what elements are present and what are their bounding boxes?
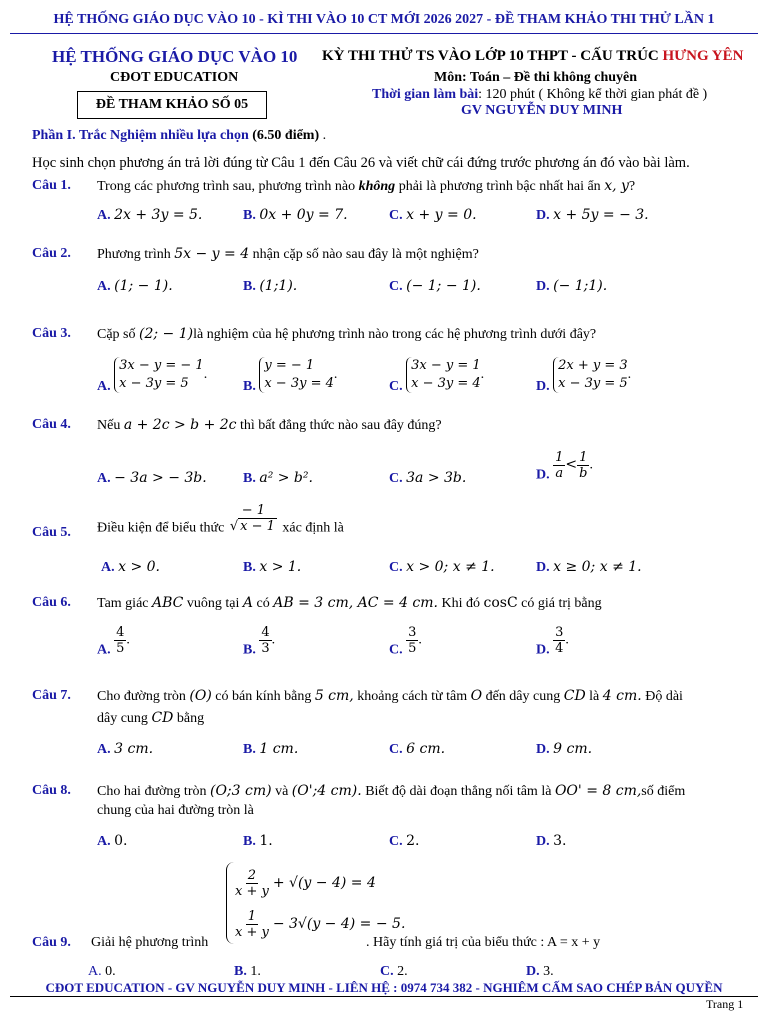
q9-option-c[interactable]: C. 2. xyxy=(380,964,408,979)
question-9-tail: . Hãy tính giá trị của biểu thức : A = x + y xyxy=(366,935,601,950)
q7-option-d[interactable]: D. 9 cm. xyxy=(536,741,593,757)
q6-option-b[interactable]: B. $\frac{4}{3}$ . xyxy=(243,625,276,658)
question-3: Câu 3. Cặp số (2; − 1)là nghiệm của hệ phương trình nào trong các hệ phương trình dưới đây? xyxy=(32,326,597,342)
q8-option-a[interactable]: A. 0. xyxy=(97,833,128,849)
q3-option-d[interactable]: D. 2x + y = 3 x − 3y = 5. xyxy=(536,358,632,395)
q7-option-b[interactable]: B. 1 cm. xyxy=(243,741,299,757)
question-2: Câu 2. Phương trình 5x − y = 4 nhận cặp số nào sau đây là một nghiệm? xyxy=(32,246,479,262)
q7-option-c[interactable]: C. 6 cm. xyxy=(389,741,446,757)
question-6: Câu 6. Tam giác ABC vuông tại A có AB = 3 cm, AC = 4 cm. Khi đó cosC có giá trị bằng xyxy=(32,595,602,611)
q5-option-a[interactable]: A. x > 0. xyxy=(101,559,161,575)
question-8-line2: chung của hai đường tròn là xyxy=(97,803,254,818)
q8-option-d[interactable]: D. 3. xyxy=(536,833,567,849)
q4-option-a[interactable]: A. − 3a > − 3b. xyxy=(97,470,207,486)
q4-option-c[interactable]: C. 3a > 3b. xyxy=(389,470,467,486)
q6-option-d[interactable]: D. $\frac{3}{4}$ . xyxy=(536,625,569,658)
time-info: Thời gian làm bài: 120 phút ( Không kể thời gian phát đề ) xyxy=(372,87,708,102)
q1-option-c[interactable]: C. x + y = 0. xyxy=(389,207,477,223)
q9-system: $\frac{2}{x + y}$ + √(y − 4) = 4 $\frac{1}{x + y}$ − 3√(y − 4) = − 5. xyxy=(226,862,405,944)
q3-option-b[interactable]: B. y = − 1 x − 3y = 4. xyxy=(243,358,338,395)
question-5: Câu 5. xyxy=(32,525,71,540)
question-7-line2: dây cung CD bằng xyxy=(97,710,205,726)
q1-option-a[interactable]: A. 2x + 3y = 5. xyxy=(97,207,203,223)
q2-option-c[interactable]: C. (− 1; − 1). xyxy=(389,278,481,294)
system-d: 2x + y = 3 x − 3y = 5 xyxy=(553,357,628,393)
q1-option-b[interactable]: B. 0x + 0y = 7. xyxy=(243,207,348,223)
q6-option-c[interactable]: C. $\frac{3}{5}$ . xyxy=(389,625,422,658)
section-instruction: Học sinh chọn phương án trả lời đúng từ Câu 1 đến Câu 26 và viết chữ cái đứng trước phương án đó vào bài làm. xyxy=(32,155,690,171)
section-title: Phần I. Trắc Nghiệm nhiều lựa chọn (6.50 điểm) . xyxy=(32,128,327,143)
q8-option-b[interactable]: B. 1. xyxy=(243,833,273,849)
teacher-name: GV NGUYỄN DUY MINH xyxy=(461,103,623,118)
system-c: 3x − y = 1 x − 3y = 4 xyxy=(406,357,481,393)
q1-option-d[interactable]: D. x + 5y = − 3. xyxy=(536,207,649,223)
question-1: Câu 1. Trong các phương trình sau, phương trình nào không phải là phương trình bậc nhất hai ẩn x, y? xyxy=(32,178,636,194)
question-4: Câu 4. Nếu a + 2c > b + 2c thì bất đẳng thức nào sau đây đúng? xyxy=(32,417,442,433)
system-b: y = − 1 x − 3y = 4 xyxy=(259,357,334,393)
exam-title-region: HƯNG YÊN xyxy=(662,48,744,64)
q7-option-a[interactable]: A. 3 cm. xyxy=(97,741,154,757)
exam-title: KỲ THI THỬ TS VÀO LỚP 10 THPT - CẤU TRÚC HƯNG YÊN xyxy=(322,48,744,64)
q2-option-b[interactable]: B. (1;1). xyxy=(243,278,298,294)
top-banner: HỆ THỐNG GIÁO DỤC VÀO 10 - KÌ THI VÀO 10 CT MỚI 2026 2027 - ĐỀ THAM KHẢO THI THỬ LẦN 1 xyxy=(53,12,715,27)
q9-option-a[interactable]: A. 0. xyxy=(88,964,116,979)
question-8: Câu 8. Cho hai đường tròn (O;3 cm) và (O';4 cm). Biết độ dài đoạn thẳng nối tâm là OO' = 8 cm,số điểm xyxy=(32,783,686,799)
q9-option-b[interactable]: B. 1. xyxy=(234,964,261,979)
footer-text: CĐOT EDUCATION - GV NGUYỄN DUY MINH - LIÊN HỆ : 0974 734 382 - NGHIÊM CẤM SAO CHÉP BẢN QUYỀN xyxy=(45,980,723,995)
question-5-text: Điều kiện để biểu thức $\frac{- 1}{√ x - 1}$ xác định là xyxy=(97,503,344,536)
exam-code-box: ĐỀ THAM KHẢO SỐ 05 xyxy=(77,91,267,119)
q4-option-b[interactable]: B. a² > b². xyxy=(243,470,313,486)
system-a: 3x − y = − 1 x − 3y = 5 xyxy=(114,357,204,393)
question-7: Câu 7. Cho đường tròn (O) có bán kính bằng 5 cm, khoảng cách từ tâm O đến dây cung CD là 4 cm. Độ dài xyxy=(32,688,683,704)
question-9: Câu 9. Giải hệ phương trình xyxy=(32,935,209,950)
q5-option-b[interactable]: B. x > 1. xyxy=(243,559,302,575)
q2-option-d[interactable]: D. (− 1;1). xyxy=(536,278,608,294)
org-name: HỆ THỐNG GIÁO DỤC VÀO 10 xyxy=(52,47,298,66)
q5-fraction: $\frac{- 1}{√ x - 1}$ xyxy=(229,503,275,534)
q6-option-a[interactable]: A. $\frac{4}{5}$ . xyxy=(97,625,130,658)
q5-option-d[interactable]: D. x ≥ 0; x ≠ 1. xyxy=(536,559,642,575)
header-divider xyxy=(10,33,758,34)
q3-option-c[interactable]: C. 3x − y = 1 x − 3y = 4. xyxy=(389,358,485,395)
q3-option-a[interactable]: A. 3x − y = − 1 x − 3y = 5. xyxy=(97,358,208,395)
q2-option-a[interactable]: A. (1; − 1). xyxy=(97,278,173,294)
org-sub: CĐOT EDUCATION xyxy=(110,70,239,85)
footer-divider xyxy=(10,996,758,997)
page-number: Trang 1 xyxy=(706,997,744,1011)
q9-option-d[interactable]: D. 3. xyxy=(526,964,554,979)
q4-option-d[interactable]: D. $\frac{1}{a}$ < $\frac{1}{b}$ . xyxy=(536,450,593,483)
q5-option-c[interactable]: C. x > 0; x ≠ 1. xyxy=(389,559,495,575)
subject: Môn: Toán – Đề thi không chuyên xyxy=(434,70,638,85)
q8-option-c[interactable]: C. 2. xyxy=(389,833,420,849)
